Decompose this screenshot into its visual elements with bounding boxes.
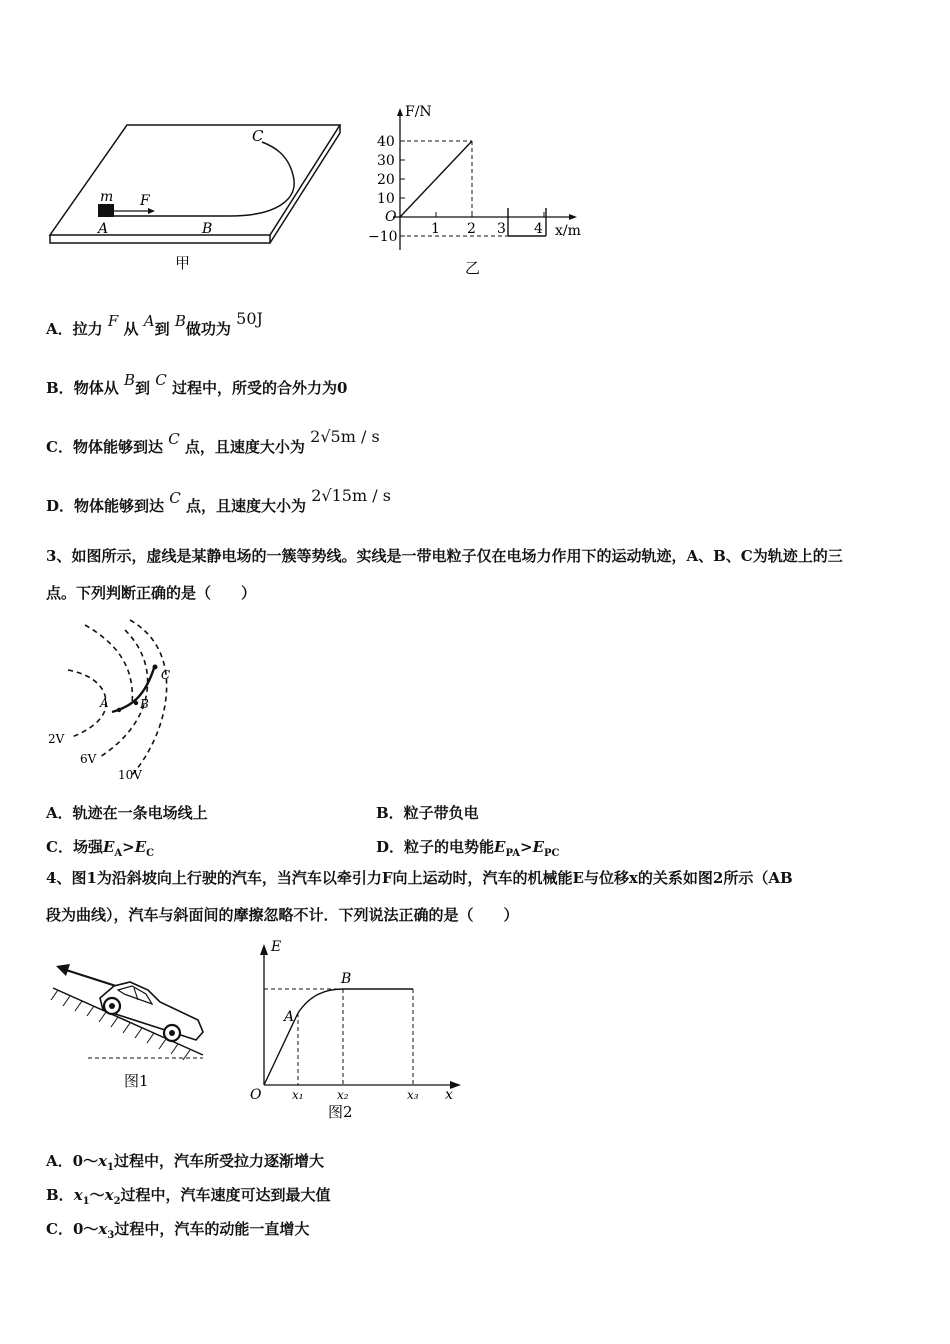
- subscript: 2: [113, 1196, 121, 1207]
- math-E: E: [532, 838, 545, 856]
- math-E: E: [134, 838, 147, 856]
- q3-label-10v: 10V: [118, 768, 142, 782]
- q2-option-b[interactable]: [46, 371, 348, 398]
- q3-text-line1: 如图所示，虚线是某静电场的一簇等势线。实线是一带电粒子仅在电场力作用下的运动轨迹，A、B、C为轨迹上的三: [71, 547, 843, 565]
- option-text: 点，且速度大小为: [185, 497, 306, 515]
- option-text: 过程中，汽车的动能一直增大: [114, 1220, 310, 1238]
- math-B: B: [174, 312, 186, 330]
- gt-sign: >: [520, 838, 533, 856]
- math-C: C: [155, 371, 167, 389]
- q4-option-a[interactable]: [46, 1150, 324, 1173]
- q4-label-x: x: [445, 1087, 453, 1103]
- q4-label-E: E: [271, 939, 282, 955]
- option-text: 到: [154, 320, 170, 338]
- q2-option-c[interactable]: [46, 427, 380, 457]
- q4-option-b[interactable]: [46, 1184, 331, 1207]
- math-F: F: [107, 312, 119, 330]
- option-key: C．: [46, 1220, 73, 1238]
- q4-label-x3: x₃: [407, 1088, 419, 1102]
- y-tick-40: 40: [377, 134, 395, 150]
- origin-label: O: [385, 209, 397, 225]
- q3-label-C: C: [161, 668, 171, 682]
- q3-text-line2: 点。下列判断正确的是（ ）: [46, 584, 257, 602]
- option-text: ～: [89, 1186, 105, 1204]
- subscript: PC: [544, 848, 560, 859]
- math-x: x: [104, 1186, 114, 1204]
- label-m: m: [100, 189, 114, 205]
- q4-number: 4、: [46, 869, 72, 887]
- q2-option-d[interactable]: [46, 486, 391, 516]
- q4-fig1-caption: 图1: [124, 1072, 149, 1090]
- y-tick-10: 10: [377, 191, 395, 207]
- option-text: 0～: [72, 1152, 99, 1170]
- q4-text-line1: 图1为沿斜坡向上行驶的汽车，当汽车以牵引力F向上运动时，汽车的机械能E与位移x的关系如图2所示（AB: [71, 869, 793, 887]
- label-B-jia: B: [202, 221, 213, 237]
- x-tick-2: 2: [467, 221, 476, 237]
- q3-number: 3、: [46, 547, 72, 565]
- subscript: 1: [107, 1162, 114, 1173]
- figure-jia: [40, 110, 360, 290]
- x-tick-4: 4: [534, 221, 543, 237]
- option-text: 到: [134, 379, 150, 397]
- option-text: 从: [123, 320, 139, 338]
- subscript: 3: [107, 1230, 115, 1241]
- option-text: 拉力: [72, 320, 103, 338]
- q4-label-B: B: [341, 971, 352, 987]
- x-tick-1: 1: [431, 221, 440, 237]
- y-axis-label: F/N: [405, 104, 432, 120]
- subscript: A: [114, 848, 123, 859]
- q4-option-c[interactable]: [46, 1218, 309, 1241]
- caption-yi: 乙: [465, 259, 481, 277]
- x-axis-label: x/m: [555, 223, 581, 239]
- option-key: D．: [46, 497, 75, 515]
- q3-option-a[interactable]: A．轨迹在一条电场线上: [46, 804, 208, 822]
- q4-label-O: O: [250, 1087, 262, 1103]
- option-text: 0～: [72, 1220, 99, 1238]
- option-text: 过程中，所受的合外力为0: [171, 379, 348, 397]
- x-tick-3: 3: [497, 221, 506, 237]
- y-tick-neg10: −10: [368, 229, 398, 245]
- option-key: A．: [46, 320, 73, 338]
- q3-stem: [46, 538, 916, 612]
- q4-label-x1: x₁: [292, 1088, 304, 1102]
- math-C: C: [169, 489, 181, 507]
- option-key: B．: [46, 1186, 74, 1204]
- q3-label-A: A: [100, 696, 109, 710]
- gt-sign: >: [122, 838, 135, 856]
- q3-option-c[interactable]: [46, 836, 154, 859]
- q4-stem: [46, 860, 916, 934]
- q3-figure: [40, 615, 210, 790]
- q4-label-A: A: [284, 1009, 295, 1025]
- option-text: 过程中，汽车所受拉力逐渐增大: [114, 1152, 325, 1170]
- label-C-jia: C: [252, 127, 264, 145]
- q3-label-6v: 6V: [80, 752, 97, 766]
- option-key: C．: [46, 438, 73, 456]
- q4-text-line2: 段为曲线），汽车与斜面间的摩擦忽略不计．下列说法正确的是（ ）: [46, 906, 519, 924]
- option-key: B．: [46, 379, 74, 397]
- math-x: x: [98, 1152, 108, 1170]
- y-tick-30: 30: [377, 153, 395, 169]
- math-speed: 2√5m / s: [310, 427, 380, 446]
- option-text: 过程中，汽车速度可达到最大值: [120, 1186, 331, 1204]
- q3-option-d[interactable]: [376, 836, 560, 859]
- label-F-jia: F: [140, 193, 150, 209]
- subscript: 1: [82, 1196, 90, 1207]
- option-key: A．: [46, 1152, 73, 1170]
- math-x: x: [98, 1220, 108, 1238]
- math-E: E: [102, 838, 115, 856]
- q2-option-a[interactable]: [46, 309, 263, 339]
- math-C: C: [168, 430, 180, 448]
- option-text: 物体能够到达: [72, 438, 163, 456]
- option-text: D．粒子的电势能: [376, 838, 495, 856]
- q3-label-B: B: [140, 697, 149, 711]
- q3-option-b[interactable]: B．粒子带负电: [376, 804, 479, 822]
- q4-fig2-caption: 图2: [328, 1103, 353, 1121]
- option-text: C．场强: [46, 838, 103, 856]
- option-text: 做功为: [185, 320, 231, 338]
- q3-label-2v: 2V: [48, 732, 65, 746]
- subscript: PA: [505, 848, 521, 859]
- math-A: A: [143, 312, 155, 330]
- option-text: 点，且速度大小为: [184, 438, 305, 456]
- figure-yi: [365, 100, 595, 280]
- math-E: E: [494, 838, 506, 856]
- q4-figure-1: [48, 960, 213, 1095]
- math-B: B: [123, 371, 135, 389]
- math-speed: 2√15m / s: [311, 486, 391, 505]
- option-text: 物体从: [73, 379, 119, 397]
- subscript: C: [146, 848, 155, 859]
- math-x: x: [73, 1186, 83, 1204]
- q4-label-x2: x₂: [337, 1088, 349, 1102]
- caption-jia: 甲: [175, 254, 191, 272]
- q4-figure-2: [240, 935, 470, 1125]
- option-text: 物体能够到达: [74, 497, 165, 515]
- math-50J: 50J: [236, 309, 263, 328]
- y-tick-20: 20: [377, 172, 395, 188]
- label-A-jia: A: [98, 221, 109, 237]
